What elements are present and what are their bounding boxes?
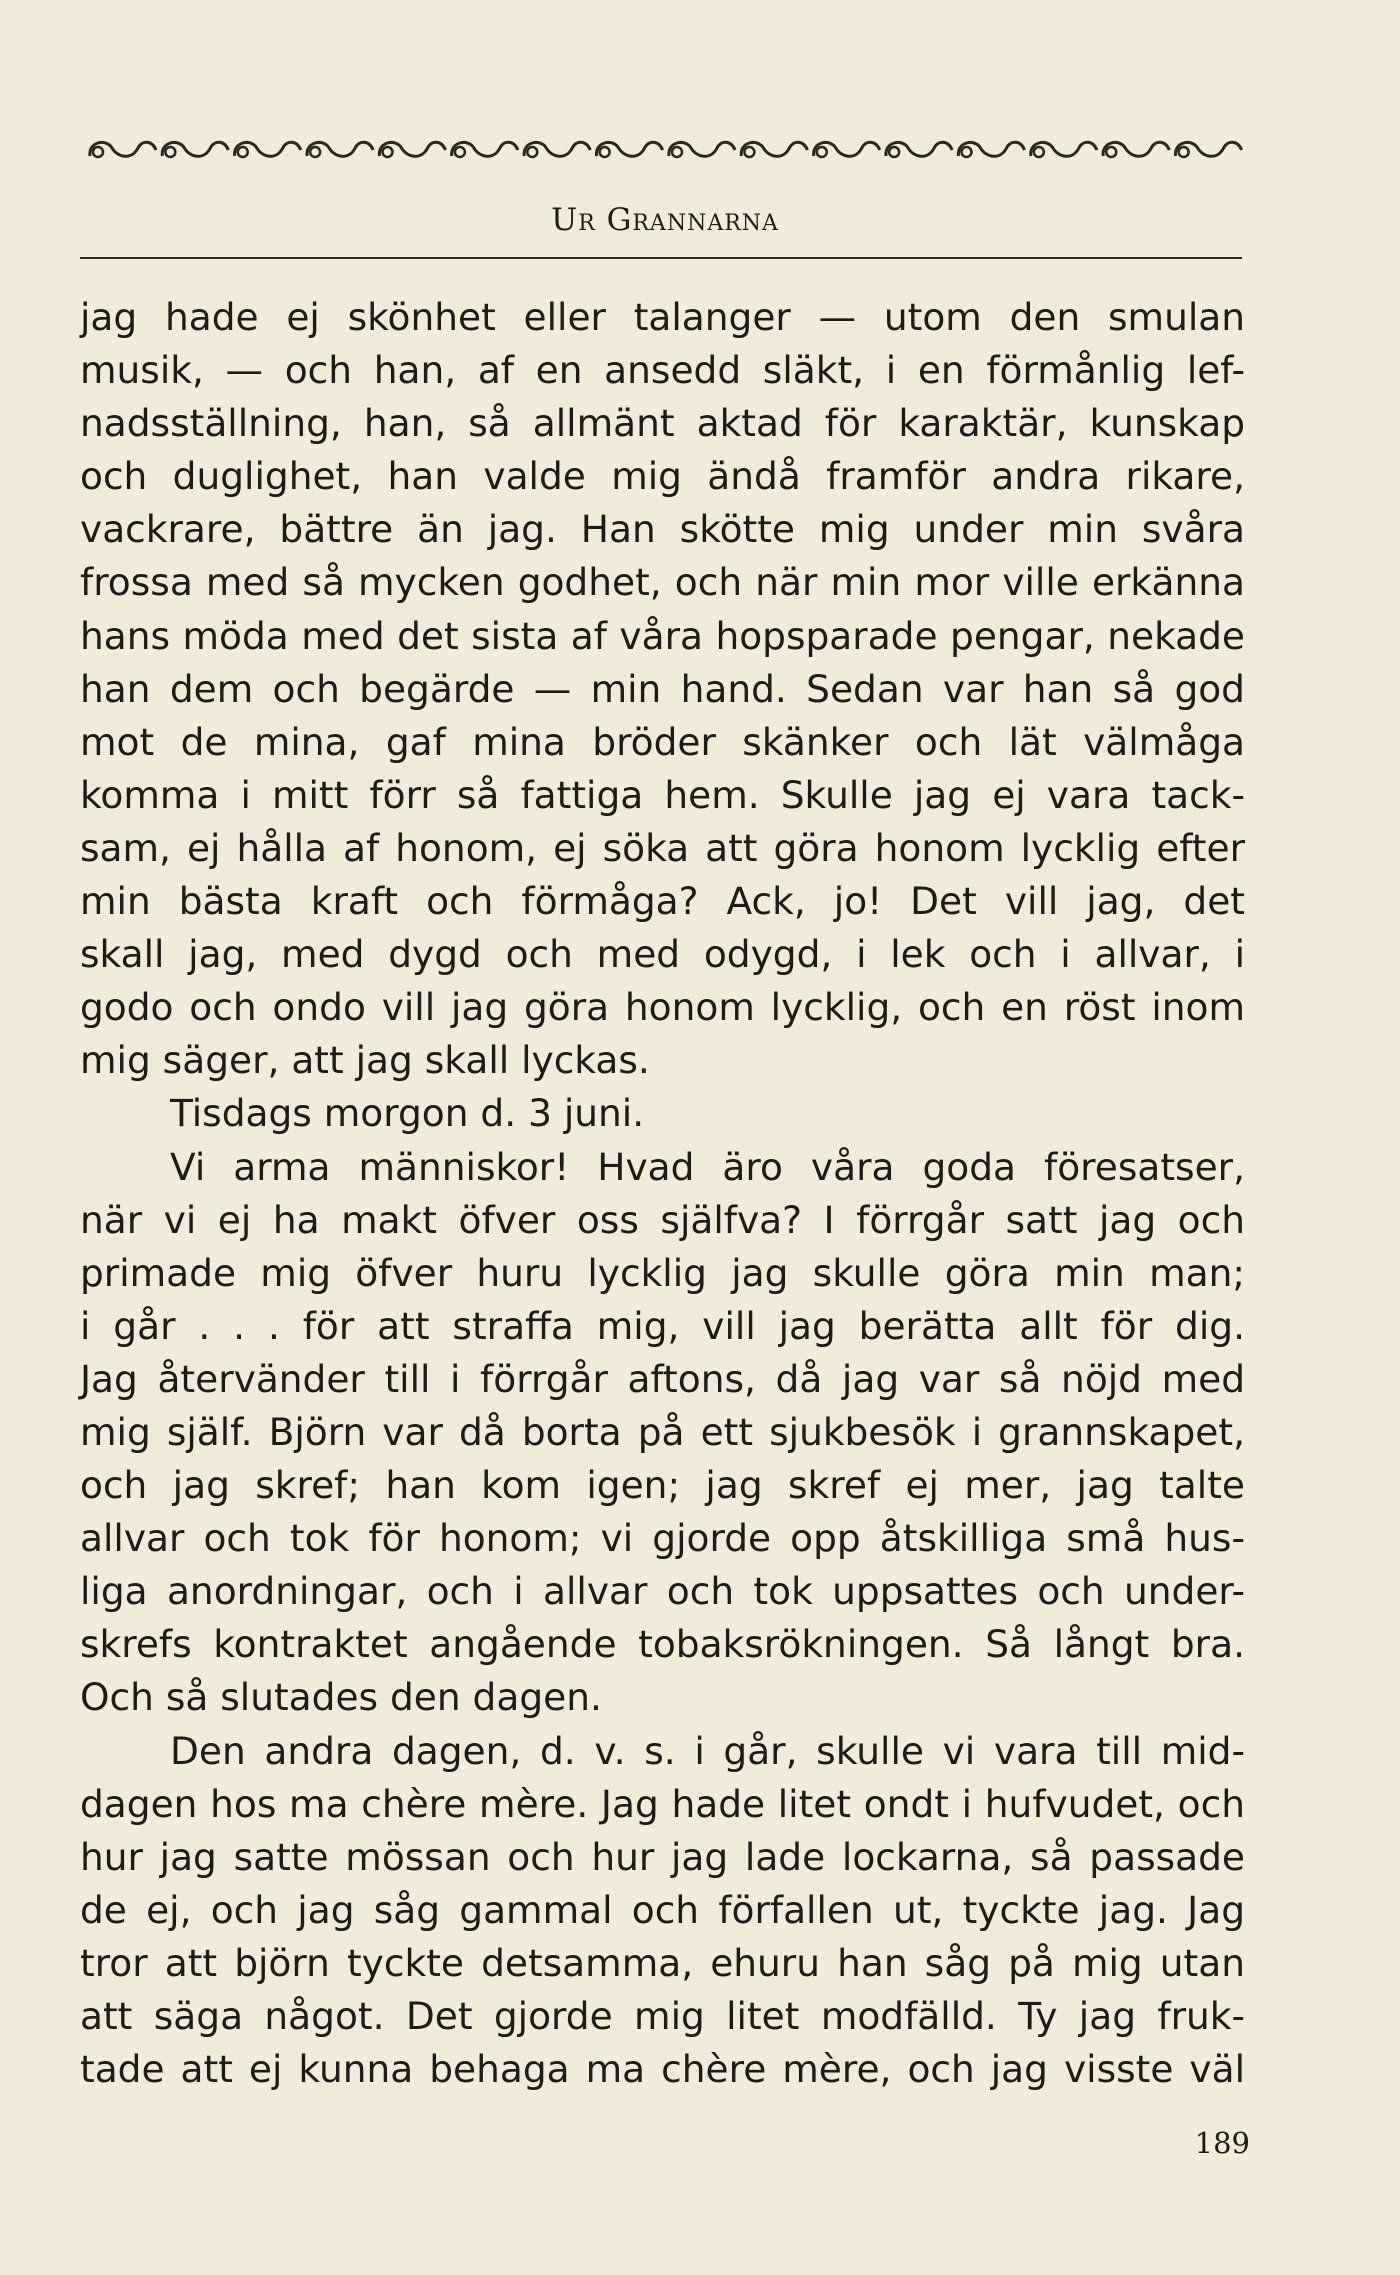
text-line: mig själf. Björn var då borta på ett sjukbesök i grannskapet, [80,1409,1245,1454]
text-line: godo och ondo vill jag göra honom lycklig, och en röst inom [80,985,1245,1030]
text-line: tade att ej kunna behaga ma chère mère, och jag visste väl [80,2047,1245,2092]
text-line: vackrare, bättre än jag. Han skötte mig under min svåra [80,507,1245,552]
ornament-scroll-motif [669,142,735,157]
text-line: tror att björn tyckte detsamma, ehuru han såg på mig utan [80,1940,1245,1985]
text-line: skall jag, med dygd och med odygd, i lek och i allvar, i [80,932,1245,977]
ornament-scroll-motif [814,142,880,157]
date-heading: Tisdags morgon d. 3 juni. [170,1091,645,1136]
ornament-scroll-motif [741,142,807,157]
text-line: mig säger, att jag skall lyckas. [80,1038,650,1083]
text-line: skrefs kontraktet angående tobaksrökningen. Så långt bra. [80,1622,1245,1667]
ornament-scroll-motif [886,142,952,157]
text-line: de ej, och jag såg gammal och förfallen ut, tyckte jag. Jag [80,1887,1245,1932]
header-ornament [86,132,1244,168]
ornament-scroll-motif [162,142,228,157]
text-line: sam, ej hålla af honom, ej söka att göra honom lycklig efter [80,825,1245,870]
text-line: min bästa kraft och förmåga? Ack, jo! Det vill jag, det [80,879,1245,924]
text-line: när vi ej ha makt öfver oss själfva? I förrgår satt jag och [80,1197,1245,1242]
ornament-scroll-motif [379,142,445,157]
ornament-scroll-motif [235,142,301,157]
ornament-scroll-motif [307,142,373,157]
text-line: att säga något. Det gjorde mig litet modfälld. Ty jag fruk- [80,1994,1245,2038]
page-number: 189 [1194,2126,1250,2160]
text-line: komma i mitt förr så fattiga hem. Skulle jag ej vara tack- [80,772,1245,817]
text-line: primade mig öfver huru lycklig jag skulle göra min man; [80,1250,1245,1295]
text-line: och duglighet, han valde mig ändå framför andra rikare, [80,454,1245,499]
body-text [80,291,1245,2096]
text-line: jag hade ej skönhet eller talanger — utom den smulan [80,295,1245,339]
text-line: och jag skref; han kom igen; jag skref ej mer, jag talte [80,1463,1245,1508]
text-line: han dem och begärde — min hand. Sedan var han så god [80,666,1245,711]
text-line: allvar och tok för honom; vi gjorde opp åtskilliga små hus- [80,1516,1245,1561]
ornament-scroll-motif [1175,142,1241,157]
text-line: Jag återvänder till i förrgår aftons, då jag var så nöjd med [80,1356,1245,1401]
ornament-scroll-motif [958,142,1024,157]
ornament-scroll-motif [524,142,590,157]
text-line: nadsställning, han, så allmänt aktad för karaktär, kunskap [80,401,1245,446]
text-line: hans möda med det sista af våra hopsparade pengar, nekade [80,613,1245,658]
ornament-scroll-motif [1103,142,1169,157]
text-line: liga anordningar, och i allvar och tok uppsattes och under- [80,1569,1245,1614]
text-line: frossa med så mycken godhet, och när min mor ville erkänna [80,560,1245,605]
running-title: Ur Grannarna [551,202,779,238]
text-line: hur jag satte mössan och hur jag lade lockarna, så passade [80,1834,1245,1879]
ornament-scroll-motif [1031,142,1097,157]
text-line: mot de mina, gaf mina bröder skänker och lät välmåga [80,719,1245,764]
ornament-scroll-motif [596,142,662,157]
text-line: Och så slutades den dagen. [80,1675,602,1720]
header-rule [80,257,1242,259]
text-line: dagen hos ma chère mère. Jag hade litet ondt i hufvudet, och [80,1781,1245,1826]
ornament-scroll-motif [452,142,518,157]
text-line: Den andra dagen, d. v. s. i går, skulle vi vara till mid- [170,1728,1245,1773]
text-line: Vi arma människor! Hvad äro våra goda föresatser, [170,1144,1245,1189]
text-line: i går . . . för att straffa mig, vill jag berätta allt för dig. [80,1303,1245,1348]
ornament-scroll-motif [90,142,156,157]
text-line: musik, — och han, af en ansedd släkt, i en förmånlig lef- [80,348,1245,393]
